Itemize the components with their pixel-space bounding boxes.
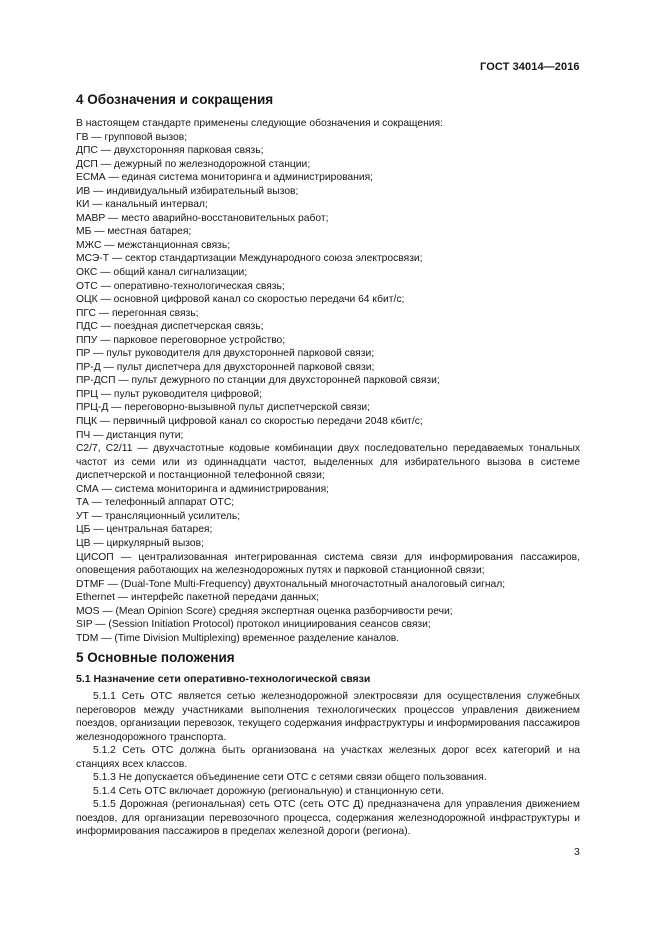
abbreviation-item: ПЦК — первичный цифровой канал со скоростью передачи 2048 кбит/с;: [76, 416, 423, 428]
abbreviation-item: ПР-ДСП — пульт дежурного по станции для двухсторонней парковой связи;: [76, 375, 440, 387]
abbreviation-item: ПДС — поездная диспетчерская связь;: [76, 321, 264, 333]
paragraph-5-1-1: 5.1.1 Сеть ОТС является сетью железнодорожной электросвязи для осуществления служебных переговоров между участниками выполнения технологических процессов управления движением поездов, организации перевозок, текущего содержания инфраструктуры и информирования пассажиров железнодорожного транспорта.: [76, 691, 580, 743]
abbreviation-item: SIP — (Session Initiation Protocol) протокол инициирования сеансов связи;: [76, 619, 431, 631]
abbreviation-item: ОТС — оперативно-технологическая связь;: [76, 280, 285, 292]
abbreviation-item: ПР-Д — пульт диспетчера для двухсторонней парковой связи;: [76, 361, 375, 373]
abbreviation-item: МАВР — место аварийно-восстановительных работ;: [76, 212, 329, 224]
abbreviation-item: ЦВ — циркулярный вызов;: [76, 537, 204, 549]
abbreviation-item: ПЧ — дистанция пути;: [76, 429, 184, 441]
abbreviation-item: ТА — телефонный аппарат ОТС;: [76, 497, 235, 509]
abbreviation-item: МСЭ-Т — сектор стандартизации Международного союза электросвязи;: [76, 253, 423, 265]
section-5-body: [76, 690, 580, 839]
subsection-5-1-title: 5.1 Назначение сети оперативно-технологической связи: [76, 673, 371, 685]
abbreviation-item: ДПС — двухсторонняя парковая связь;: [76, 145, 264, 157]
abbreviation-item: ПГС — перегонная связь;: [76, 307, 199, 319]
abbreviation-item: МЖС — межстанционная связь;: [76, 239, 231, 251]
abbreviation-item: Ethernet — интерфейс пакетной передачи данных;: [76, 592, 319, 604]
abbreviations-list: [76, 117, 580, 645]
abbreviation-item: ОЦК — основной цифровой канал со скоростью передачи 64 кбит/с;: [76, 294, 405, 306]
abbreviation-item: ДСП — дежурный по железнодорожной станции;: [76, 158, 311, 170]
paragraph-5-1-3: 5.1.3 Не допускается объединение сети ОТС с сетями связи общего пользования.: [93, 772, 487, 784]
abbreviation-item: СМА — система мониторинга и администрирования;: [76, 483, 330, 495]
abbreviation-item: ЕСМА — единая система мониторинга и администрирования;: [76, 172, 374, 184]
abbreviation-item: MOS — (Mean Opinion Score) средняя экспертная оценка разборчивости речи;: [76, 605, 453, 617]
abbreviation-item: УТ — трансляционный усилитель;: [76, 510, 241, 522]
document-code: ГОСТ 34014—2016: [480, 61, 580, 73]
abbreviation-item: КИ — канальный интервал;: [76, 199, 208, 211]
abbreviation-item-cisop: ЦИСОП — централизованная интегрированная система связи для информирования пассажиров, оповещения работающих на железнодорожных путях и парковой станционной связи;: [76, 551, 580, 577]
paragraph-5-1-2: 5.1.2 Сеть ОТС должна быть организована на участках железных дорог всех категорий и на станциях всех классов.: [76, 745, 580, 770]
paragraph-5-1-5: 5.1.5 Дорожная (региональная) сеть ОТС (сеть ОТС Д) предназначена для управления движением поездов, для организации перевозочного процесса, содержания железнодорожной инфраструктуры и информирования пассажиров в пределах железной дороги (региона).: [76, 799, 580, 838]
abbreviation-item-c2: C2/7, C2/11 — двухчастотные кодовые комбинации двух последовательно передаваемых тональных частот из семи или из одиннадцати частот, выделенных для избирательного вызова в системе диспетчерской и постанционной телефонной связи;: [76, 443, 580, 482]
abbreviation-item: ИВ — индивидуальный избирательный вызов;: [76, 185, 299, 197]
abbreviation-item: TDM — (Time Division Multiplexing) временное разделение каналов.: [76, 632, 400, 644]
section-5-title: 5 Основные положения: [76, 650, 235, 665]
abbreviation-item: DTMF — (Dual-Tone Multi-Frequency) двухтональный многочастотный аналоговый сигнал;: [76, 578, 506, 590]
abbreviation-item: МБ — местная батарея;: [76, 226, 192, 238]
abbreviations-intro: В настоящем стандарте применены следующие обозначения и сокращения:: [76, 118, 443, 129]
abbreviation-item: ЦБ — центральная батарея;: [76, 524, 213, 536]
abbreviation-item: ПРЦ — пульт руководителя цифровой;: [76, 388, 262, 400]
abbreviation-item: ПРЦ-Д — переговорно-вызывной пульт диспетчерской связи;: [76, 402, 371, 414]
abbreviation-item: ППУ — парковое переговорное устройство;: [76, 334, 286, 346]
abbreviation-item: ОКС — общий канал сигнализации;: [76, 267, 248, 279]
abbreviation-item: ПР — пульт руководителя для двухсторонней парковой связи;: [76, 348, 375, 360]
section-4-title: 4 Обозначения и сокращения: [76, 92, 274, 107]
abbreviation-item: ГВ — групповой вызов;: [76, 131, 188, 143]
paragraph-5-1-4: 5.1.4 Сеть ОТС включает дорожную (региональную) и станционную сети.: [93, 785, 445, 797]
page-number: 3: [574, 846, 580, 858]
